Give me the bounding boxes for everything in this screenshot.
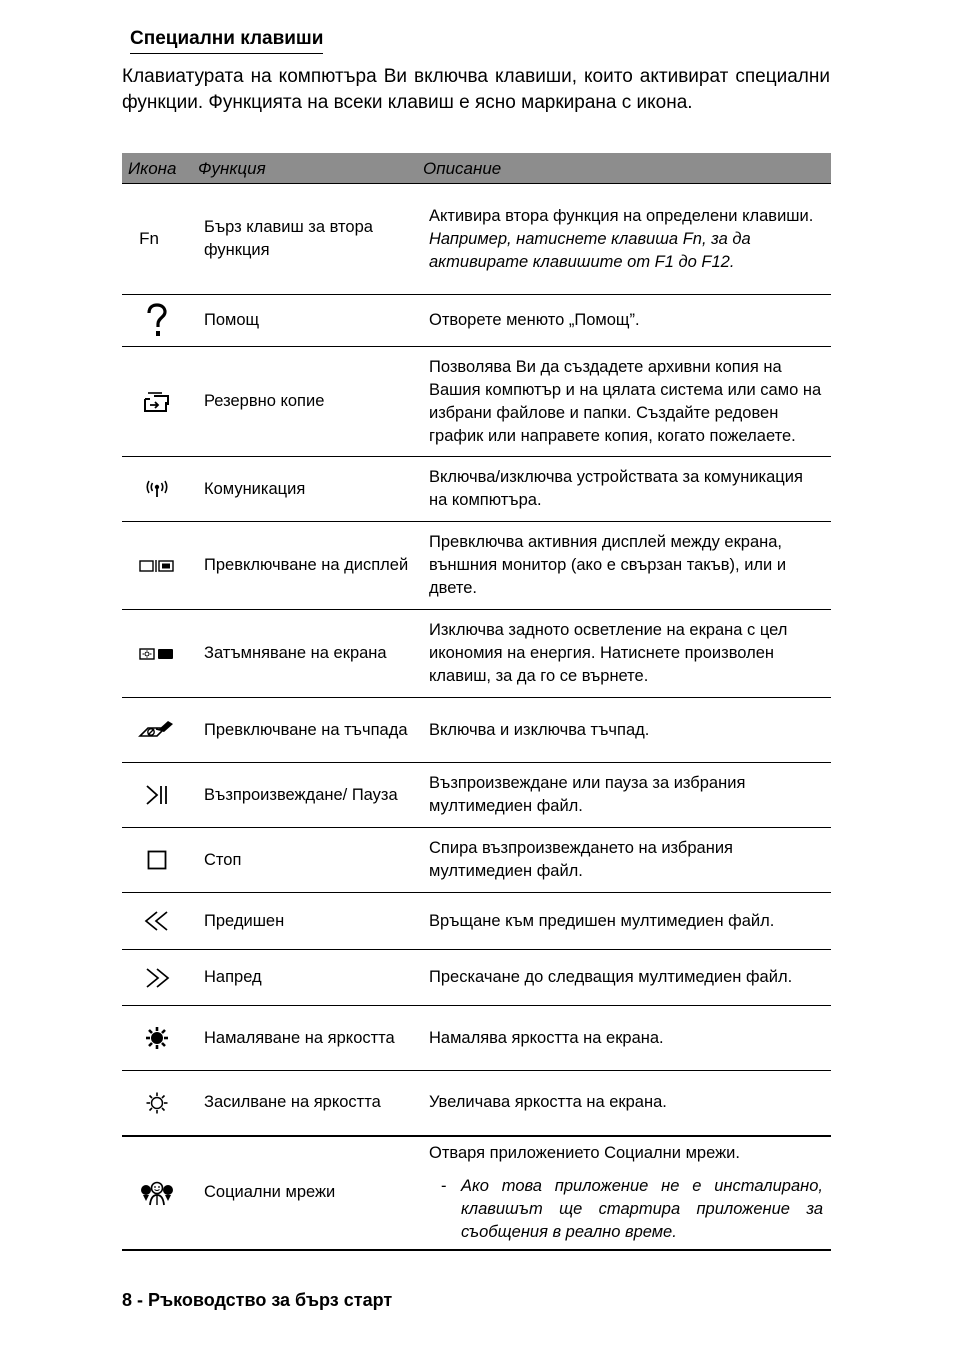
icon-cell	[122, 457, 192, 522]
description-note: Например, натиснете клавиша Fn, за да активирате клавишите от F1 до F12.	[429, 229, 751, 271]
table-row	[122, 522, 831, 610]
icon-cell	[122, 347, 192, 457]
table-row	[122, 828, 831, 893]
icon-cell	[122, 184, 192, 295]
description-cell	[417, 184, 831, 295]
description-cell: Позволява Ви да създадете архивни копия на Вашия компютър и на цялата система или само на избрани файлове и папки. Създайте редовен график или направете копия, когато пожелаете.	[417, 347, 831, 457]
help-icon	[144, 303, 170, 339]
description-cell: Включва/изключва устройствата за комуникация на компютъра.	[417, 457, 831, 522]
description-cell: Включва и изключва тъчпад.	[417, 698, 831, 763]
social-networks-icon	[139, 1180, 175, 1206]
function-cell: Намаляване на яркостта	[192, 1006, 417, 1071]
function-cell: Затъмняване на екрана	[192, 610, 417, 698]
icon-cell	[122, 698, 192, 763]
screen-blank-icon	[139, 647, 175, 661]
description-cell: Отворете менюто „Помощ”.	[417, 295, 831, 347]
icon-cell	[122, 893, 192, 950]
function-cell: Превключване на дисплей	[192, 522, 417, 610]
header-description: Описание	[417, 153, 831, 184]
icon-cell	[122, 1006, 192, 1071]
header-icon: Икона	[122, 153, 192, 184]
table-row	[122, 610, 831, 698]
bullet-text: Ако това приложение не е инсталирано, клавишът ще стартира приложение за съобщения в реално време.	[461, 1176, 823, 1241]
backup-icon	[142, 390, 172, 414]
function-cell: Помощ	[192, 295, 417, 347]
table-row	[122, 1071, 831, 1136]
table-row	[122, 347, 831, 457]
function-cell: Предишен	[192, 893, 417, 950]
touchpad-toggle-icon	[138, 718, 176, 742]
table-row	[122, 1006, 831, 1071]
icon-cell	[122, 763, 192, 828]
description-text: Отваря приложението Социални мрежи.	[429, 1143, 740, 1162]
description-bullet	[429, 1175, 825, 1244]
table-row	[122, 763, 831, 828]
function-cell: Бърз клавиш за втора функция	[192, 184, 417, 295]
description-cell: Връщане към предишен мултимедиен файл.	[417, 893, 831, 950]
description-cell: Превключва активния дисплей между екрана, външния монитор (ако е свързан такъв), или и двете.	[417, 522, 831, 610]
function-cell: Социални мрежи	[192, 1136, 417, 1250]
function-cell: Комуникация	[192, 457, 417, 522]
table-row	[122, 295, 831, 347]
icon-cell	[122, 1071, 192, 1136]
table-row	[122, 950, 831, 1006]
table-row	[122, 457, 831, 522]
table-row	[122, 1136, 831, 1250]
function-cell: Напред	[192, 950, 417, 1006]
icon-cell	[122, 950, 192, 1006]
fn-key-icon: Fn	[139, 229, 159, 248]
bullet-dash: -	[441, 1176, 447, 1195]
table-row	[122, 184, 831, 295]
play-pause-icon	[144, 784, 170, 806]
page-title: Специални клавиши	[130, 26, 323, 54]
function-cell: Превключване на тъчпада	[192, 698, 417, 763]
description-cell: Възпроизвеждане или пауза за избрания мултимедиен файл.	[417, 763, 831, 828]
header-function: Функция	[192, 153, 417, 184]
description-cell: Прескачане до следващия мултимедиен файл.	[417, 950, 831, 1006]
brightness-down-icon	[145, 1026, 169, 1050]
icon-cell	[122, 295, 192, 347]
table-row	[122, 893, 831, 950]
display-toggle-icon	[139, 559, 175, 573]
icon-cell	[122, 828, 192, 893]
function-cell: Засилване на яркостта	[192, 1071, 417, 1136]
brightness-up-icon	[145, 1091, 169, 1115]
next-icon	[143, 967, 171, 989]
description-text: Активира втора функция на определени клавиши.	[429, 206, 814, 225]
stop-icon	[146, 849, 168, 871]
special-keys-table	[122, 153, 831, 1251]
wireless-icon	[143, 480, 171, 498]
table-row	[122, 698, 831, 763]
icon-cell	[122, 610, 192, 698]
function-cell: Възпроизвеждане/ Пауза	[192, 763, 417, 828]
icon-cell	[122, 1136, 192, 1250]
previous-icon	[143, 910, 171, 932]
description-cell: Спира възпроизвеждането на избрания мултимедиен файл.	[417, 828, 831, 893]
function-cell: Резервно копие	[192, 347, 417, 457]
description-cell: Изключва задното осветление на екрана с цел икономия на енергия. Натиснете произволен клавиш, за да го се върнете.	[417, 610, 831, 698]
description-cell	[417, 1136, 831, 1250]
page-footer: 8 - Ръководство за бърз старт	[122, 1290, 393, 1310]
icon-cell	[122, 522, 192, 610]
table-header	[122, 153, 831, 184]
function-cell: Стоп	[192, 828, 417, 893]
intro-paragraph: Клавиатурата на компютъра Ви включва клавиши, които активират специални функции. Функцията на всеки клавиш е ясно маркирана с икона.	[122, 66, 830, 113]
description-cell: Увеличава яркостта на екрана.	[417, 1071, 831, 1136]
description-cell: Намалява яркостта на екрана.	[417, 1006, 831, 1071]
